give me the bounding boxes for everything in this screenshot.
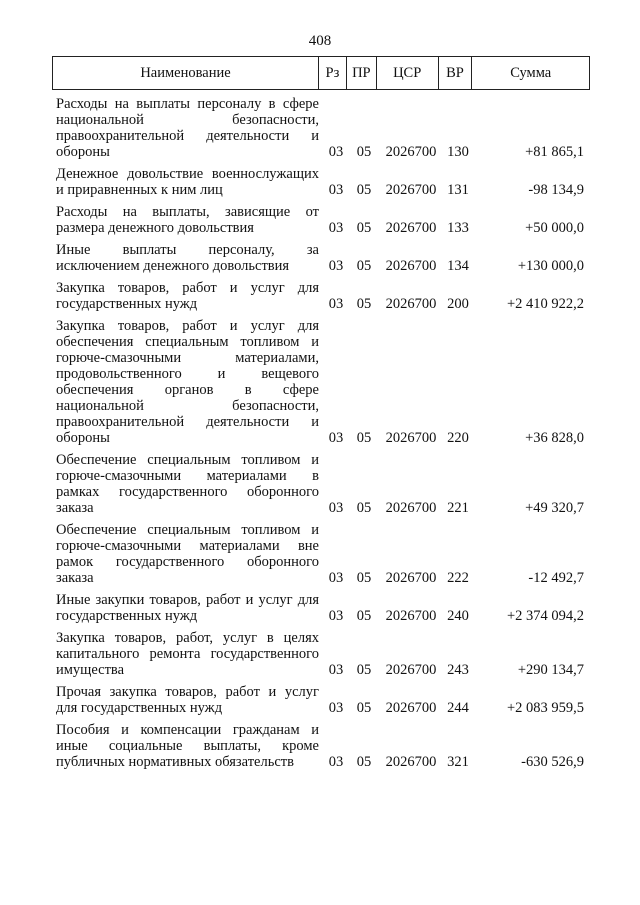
row-vr: 133 bbox=[447, 220, 469, 236]
row-csr: 2026700 bbox=[385, 700, 437, 716]
row-pr: 05 bbox=[356, 608, 372, 624]
row-rz: 03 bbox=[328, 700, 344, 716]
row-csr: 2026700 bbox=[385, 500, 437, 516]
row-name: Обеспечение специальным топливом и горюче-смазочными материалами вне рамок государственного оборонного заказа bbox=[56, 522, 319, 586]
table-row bbox=[52, 452, 590, 516]
table-header bbox=[52, 56, 590, 90]
row-csr: 2026700 bbox=[385, 258, 437, 274]
row-sum: +2 374 094,2 bbox=[506, 608, 584, 624]
row-sum: +36 828,0 bbox=[525, 430, 584, 446]
table-row bbox=[52, 96, 590, 160]
row-csr: 2026700 bbox=[385, 182, 437, 198]
row-pr: 05 bbox=[356, 430, 372, 446]
row-sum: +130 000,0 bbox=[517, 258, 584, 274]
row-rz: 03 bbox=[328, 430, 344, 446]
row-vr: 240 bbox=[447, 608, 469, 624]
row-pr: 05 bbox=[356, 296, 372, 312]
row-csr: 2026700 bbox=[385, 570, 437, 586]
row-pr: 05 bbox=[356, 182, 372, 198]
table-row bbox=[52, 166, 590, 198]
row-sum: -630 526,9 bbox=[521, 754, 584, 770]
table-row bbox=[52, 630, 590, 678]
row-csr: 2026700 bbox=[385, 662, 437, 678]
row-pr: 05 bbox=[356, 570, 372, 586]
row-pr: 05 bbox=[356, 662, 372, 678]
row-rz: 03 bbox=[328, 296, 344, 312]
row-sum: +2 410 922,2 bbox=[506, 296, 584, 312]
row-pr: 05 bbox=[356, 144, 372, 160]
row-rz: 03 bbox=[328, 144, 344, 160]
table-body bbox=[52, 90, 590, 770]
table-row bbox=[52, 684, 590, 716]
row-csr: 2026700 bbox=[385, 608, 437, 624]
row-name: Пособия и компенсации гражданам и иные социальные выплаты, кроме публичных нормативных обязательств bbox=[56, 722, 319, 770]
header-name: Наименование bbox=[53, 57, 319, 89]
table-row bbox=[52, 722, 590, 770]
table-row bbox=[52, 592, 590, 624]
row-pr: 05 bbox=[356, 754, 372, 770]
row-pr: 05 bbox=[356, 258, 372, 274]
row-rz: 03 bbox=[328, 500, 344, 516]
row-csr: 2026700 bbox=[385, 296, 437, 312]
row-vr: 321 bbox=[447, 754, 469, 770]
row-sum: +50 000,0 bbox=[525, 220, 584, 236]
row-pr: 05 bbox=[356, 220, 372, 236]
header-vr: ВР bbox=[439, 57, 473, 89]
row-csr: 2026700 bbox=[385, 754, 437, 770]
table-row bbox=[52, 204, 590, 236]
row-csr: 2026700 bbox=[385, 220, 437, 236]
row-vr: 200 bbox=[447, 296, 469, 312]
row-rz: 03 bbox=[328, 570, 344, 586]
row-name: Закупка товаров, работ и услуг для государственных нужд bbox=[56, 280, 319, 312]
row-rz: 03 bbox=[328, 258, 344, 274]
row-vr: 243 bbox=[447, 662, 469, 678]
row-sum: -12 492,7 bbox=[528, 570, 584, 586]
row-sum: -98 134,9 bbox=[528, 182, 584, 198]
row-vr: 220 bbox=[447, 430, 469, 446]
row-csr: 2026700 bbox=[385, 144, 437, 160]
table-row bbox=[52, 280, 590, 312]
row-sum: +49 320,7 bbox=[525, 500, 584, 516]
row-name: Денежное довольствие военнослужащих и приравненных к ним лиц bbox=[56, 166, 319, 198]
row-name: Расходы на выплаты, зависящие от размера денежного довольствия bbox=[56, 204, 319, 236]
table-row bbox=[52, 522, 590, 586]
row-pr: 05 bbox=[356, 700, 372, 716]
header-csr: ЦСР bbox=[377, 57, 439, 89]
row-csr: 2026700 bbox=[385, 430, 437, 446]
row-vr: 221 bbox=[447, 500, 469, 516]
row-pr: 05 bbox=[356, 500, 372, 516]
row-sum: +81 865,1 bbox=[525, 144, 584, 160]
page-number: 408 bbox=[308, 33, 332, 49]
row-name: Иные выплаты персоналу, за исключением денежного довольствия bbox=[56, 242, 319, 274]
header-rz: Рз bbox=[319, 57, 347, 89]
row-vr: 131 bbox=[447, 182, 469, 198]
row-rz: 03 bbox=[328, 662, 344, 678]
row-name: Обеспечение специальным топливом и горюче-смазочными материалами в рамках государственного оборонного заказа bbox=[56, 452, 319, 516]
row-rz: 03 bbox=[328, 608, 344, 624]
table-row bbox=[52, 318, 590, 446]
row-vr: 222 bbox=[447, 570, 469, 586]
row-vr: 134 bbox=[447, 258, 469, 274]
row-name: Закупка товаров, работ, услуг в целях капитального ремонта государственного имущества bbox=[56, 630, 319, 678]
row-vr: 130 bbox=[447, 144, 469, 160]
row-rz: 03 bbox=[328, 182, 344, 198]
row-sum: +2 083 959,5 bbox=[506, 700, 584, 716]
row-name: Закупка товаров, работ и услуг для обеспечения специальным топливом и горюче-смазочными материалами, продовольственного и вещевого обеспечения органов в сфере национальной безопасности, правоохранительной деятельности и обороны bbox=[56, 318, 319, 446]
row-name: Расходы на выплаты персоналу в сфере национальной безопасности, правоохранительной деятельности и обороны bbox=[56, 96, 319, 160]
row-name: Прочая закупка товаров, работ и услуг для государственных нужд bbox=[56, 684, 319, 716]
table-row bbox=[52, 242, 590, 274]
row-vr: 244 bbox=[447, 700, 469, 716]
row-sum: +290 134,7 bbox=[517, 662, 584, 678]
header-pr: ПР bbox=[347, 57, 377, 89]
row-name: Иные закупки товаров, работ и услуг для государственных нужд bbox=[56, 592, 319, 624]
row-rz: 03 bbox=[328, 754, 344, 770]
row-rz: 03 bbox=[328, 220, 344, 236]
header-sum: Сумма bbox=[510, 64, 552, 81]
